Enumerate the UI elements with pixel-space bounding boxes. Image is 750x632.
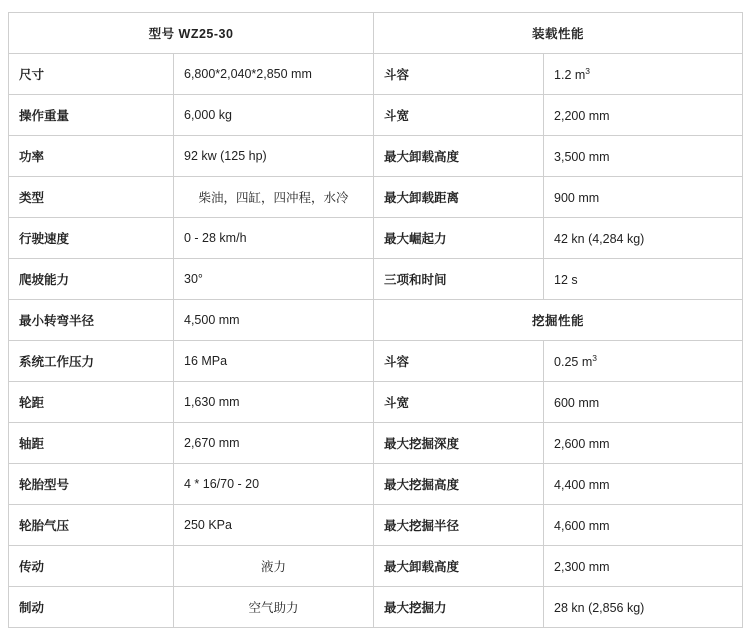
row-value-text: 2,200 mm bbox=[554, 109, 610, 124]
row-value: 2,670 mm bbox=[174, 423, 374, 464]
row-label: 斗容 bbox=[374, 54, 544, 95]
table-row bbox=[9, 464, 743, 505]
table-row bbox=[9, 300, 743, 341]
table-row bbox=[9, 136, 743, 177]
loading-performance-header: 装载性能 bbox=[374, 13, 743, 54]
row-value bbox=[544, 54, 743, 95]
row-value: 1,630 mm bbox=[174, 382, 374, 423]
table-row bbox=[9, 177, 743, 218]
row-label: 操作重量 bbox=[9, 95, 174, 136]
table-row bbox=[9, 13, 743, 54]
row-value-text: 28 kn (2,856 kg) bbox=[554, 601, 645, 616]
row-value: 液力 bbox=[174, 546, 374, 587]
row-value bbox=[544, 382, 743, 423]
row-label: 系统工作压力 bbox=[9, 341, 174, 382]
row-label: 功率 bbox=[9, 136, 174, 177]
model-header: 型号 WZ25-30 bbox=[9, 13, 374, 54]
row-value bbox=[544, 95, 743, 136]
row-label: 类型 bbox=[9, 177, 174, 218]
row-value bbox=[544, 464, 743, 505]
row-value-text: 2,600 mm bbox=[554, 437, 610, 452]
row-label: 斗宽 bbox=[374, 382, 544, 423]
row-label: 斗容 bbox=[374, 341, 544, 382]
row-value: 0 - 28 km/h bbox=[174, 218, 374, 259]
row-value: 250 KPa bbox=[174, 505, 374, 546]
row-value bbox=[544, 505, 743, 546]
row-value: 6,800*2,040*2,850 mm bbox=[174, 54, 374, 95]
row-value-superscript: 3 bbox=[592, 352, 597, 363]
row-value bbox=[544, 218, 743, 259]
row-label: 最小转弯半径 bbox=[9, 300, 174, 341]
row-label: 最大挖掘深度 bbox=[374, 423, 544, 464]
specification-table bbox=[8, 12, 743, 628]
row-value: 柴油，四缸，四冲程，水冷 bbox=[174, 177, 374, 218]
row-label: 最大卸载距离 bbox=[374, 177, 544, 218]
row-label: 制动 bbox=[9, 587, 174, 628]
row-label: 最大挖掘力 bbox=[374, 587, 544, 628]
table-row bbox=[9, 382, 743, 423]
digging-performance-header: 挖掘性能 bbox=[374, 300, 743, 341]
row-value-text: 1.2 m bbox=[554, 68, 586, 83]
row-value-text: 12 s bbox=[554, 273, 578, 288]
row-value: 16 MPa bbox=[174, 341, 374, 382]
row-label: 传动 bbox=[9, 546, 174, 587]
row-value-text: 2,300 mm bbox=[554, 560, 610, 575]
row-label: 轮胎型号 bbox=[9, 464, 174, 505]
row-value-text: 3,500 mm bbox=[554, 150, 610, 165]
row-label: 尺寸 bbox=[9, 54, 174, 95]
row-value-text: 600 mm bbox=[554, 396, 600, 411]
table-row bbox=[9, 341, 743, 382]
table-row bbox=[9, 505, 743, 546]
row-value bbox=[544, 587, 743, 628]
row-value: 空气助力 bbox=[174, 587, 374, 628]
table-body bbox=[9, 13, 743, 628]
row-label: 三项和时间 bbox=[374, 259, 544, 300]
row-value-text: 4,600 mm bbox=[554, 519, 610, 534]
row-value bbox=[544, 423, 743, 464]
row-value bbox=[544, 259, 743, 300]
row-value-text: 0.25 m bbox=[554, 355, 593, 370]
row-label: 最大卸载高度 bbox=[374, 136, 544, 177]
row-label: 轮距 bbox=[9, 382, 174, 423]
row-label: 最大挖掘高度 bbox=[374, 464, 544, 505]
table-row bbox=[9, 259, 743, 300]
row-value-text: 42 kn (4,284 kg) bbox=[554, 232, 645, 247]
row-value-superscript: 3 bbox=[585, 65, 591, 76]
row-label: 轮胎气压 bbox=[9, 505, 174, 546]
row-label: 行驶速度 bbox=[9, 218, 174, 259]
row-value bbox=[544, 177, 743, 218]
row-value bbox=[544, 136, 743, 177]
row-value: 4 * 16/70 - 20 bbox=[174, 464, 374, 505]
row-value: 30° bbox=[174, 259, 374, 300]
row-label: 斗宽 bbox=[374, 95, 544, 136]
row-label: 轴距 bbox=[9, 423, 174, 464]
row-label: 最大卸载高度 bbox=[374, 546, 544, 587]
table-row bbox=[9, 546, 743, 587]
row-value-text: 4,400 mm bbox=[554, 478, 610, 493]
row-value bbox=[544, 546, 743, 587]
table-row bbox=[9, 95, 743, 136]
row-value-text: 900 mm bbox=[554, 191, 600, 206]
table-row bbox=[9, 54, 743, 95]
table-row bbox=[9, 587, 743, 628]
row-label: 爬坡能力 bbox=[9, 259, 174, 300]
row-value: 92 kw (125 hp) bbox=[174, 136, 374, 177]
row-label: 最大挖掘半径 bbox=[374, 505, 544, 546]
table-row bbox=[9, 218, 743, 259]
table-row bbox=[9, 423, 743, 464]
row-value: 4,500 mm bbox=[174, 300, 374, 341]
row-value: 6,000 kg bbox=[174, 95, 374, 136]
row-value bbox=[544, 341, 743, 382]
row-label: 最大崛起力 bbox=[374, 218, 544, 259]
